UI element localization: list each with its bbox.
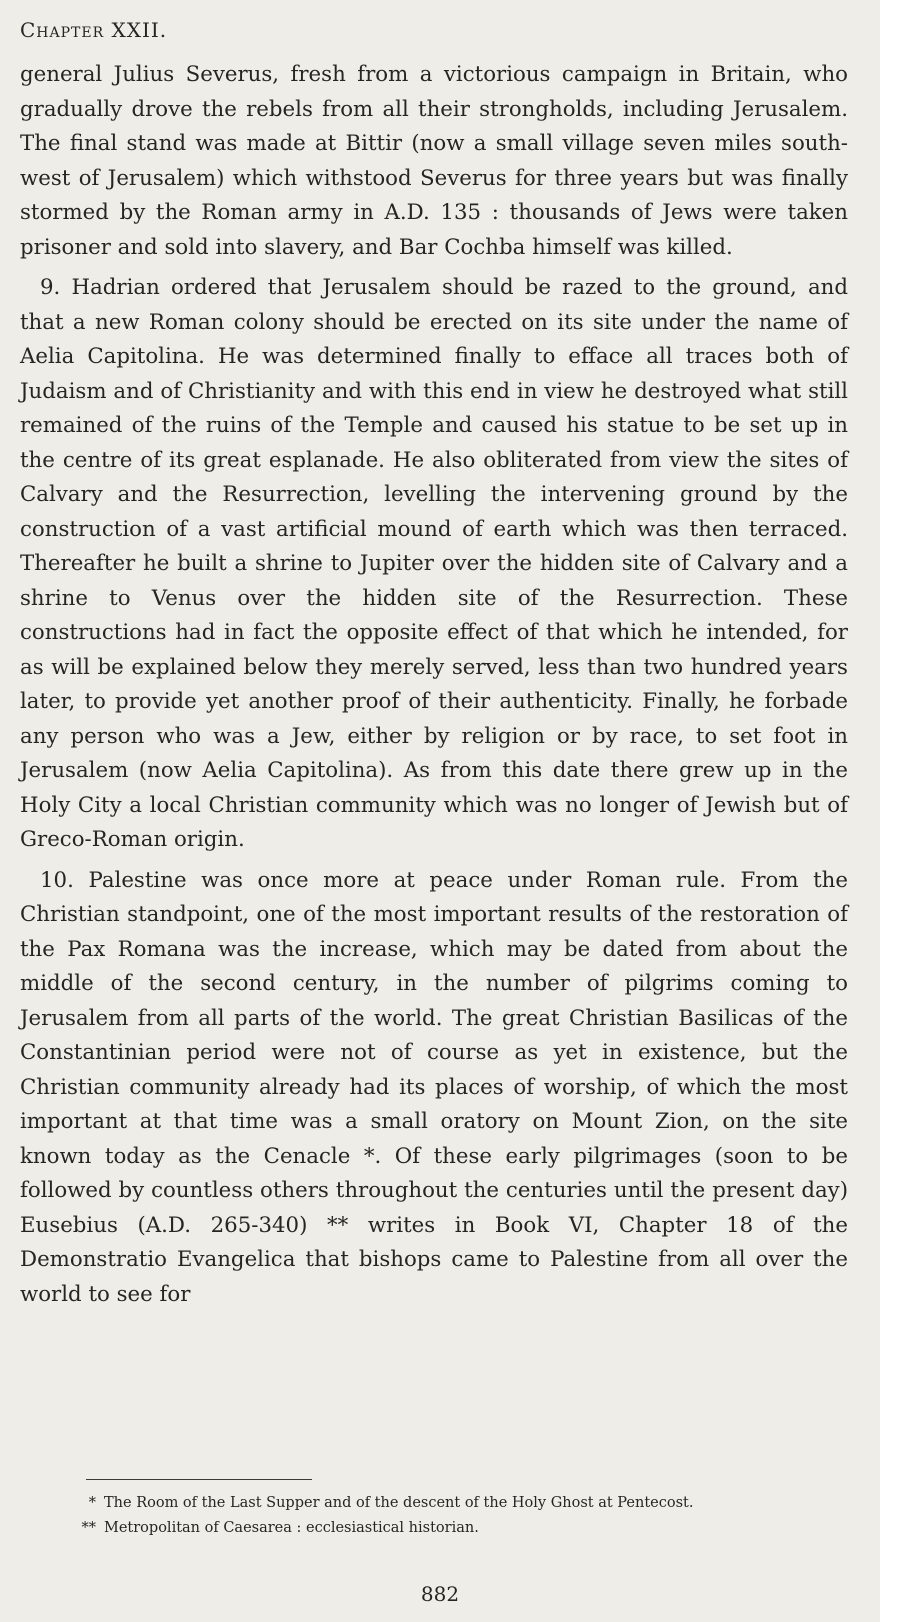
footnote-text: The Room of the Last Supper and of the descent of the Holy Ghost at Pentecost. — [104, 1495, 694, 1511]
body-text — [20, 58, 848, 1312]
page-number: 882 — [420, 1582, 460, 1606]
footnote-mark: * — [88, 1495, 96, 1511]
footnote-rule — [86, 1479, 312, 1480]
running-head: Chapter XXII. — [20, 18, 168, 42]
paragraph-continued: general Julius Severus, fresh from a victorious campaign in Britain, who gradually drove the rebels from all their strongholds, including Jerusalem. The final stand was made at Bittir (now a small village seven miles south-west of Jerusalem) which withstood Severus for three years but was finally stormed by the Roman army in A.D. 135 : thousands of Jews were taken prisoner and sold into slavery, and Bar Cochba himself was killed. — [20, 62, 848, 260]
footnotes — [20, 1493, 870, 1539]
paragraph-10: 10. Palestine was once more at peace under Roman rule. From the Christian standpoint, one of the most important results of the restoration of the Pax Romana was the increase, which may be dated from about the middle of the second century, in the number of pilgrims coming to Jerusalem from all parts of the world. The great Christian Basilicas of the Constantinian period were not of course as yet in existence, but the Christian community already had its places of worship, of which the most important at that time was a small oratory on Mount Zion, on the site known today as the Cenacle *. Of these early pilgrimages (soon to be followed by countless others throughout the centuries until the present day) Eusebius (A.D. 265-340) ** writes in Book VI, Chapter 18 of the Demonstratio Evangelica that bishops came to Palestine from all over the world to see for — [20, 867, 848, 1307]
page-edge-margin — [880, 0, 909, 1622]
paragraph-9: 9. Hadrian ordered that Jerusalem should be razed to the ground, and that a new Roman colony should be erected on its site under the name of Aelia Capitolina. He was determined finally to efface all traces both of Judaism and of Christianity and with this end in view he destroyed what still remained of the ruins of the Temple and caused his statue to be set up in the centre of its great esplanade. He also obliterated from view the sites of Calvary and the Resurrection, levelling the intervening ground by the construction of a vast artificial mound of earth which was then terraced. Thereafter he built a shrine to Jupiter over the hidden site of Calvary and a shrine to Venus over the hidden site of the Resurrection. These constructions had in fact the opposite effect of that which he intended, for as will be explained below they merely served, less than two hundred years later, to provide yet another proof of their authenticity. Finally, he forbade any person who was a Jew, either by religion or by race, to set foot in Jerusalem (now Aelia Capitolina). As from this date there grew up in the Holy City a local Christian community which was no longer of Jewish but of Greco-Roman origin. — [20, 275, 848, 852]
footnote-mark: ** — [81, 1520, 96, 1536]
footnote-text: Metropolitan of Caesarea : ecclesiastical historian. — [104, 1520, 479, 1536]
footnote — [20, 1518, 870, 1539]
footnote — [20, 1493, 870, 1514]
